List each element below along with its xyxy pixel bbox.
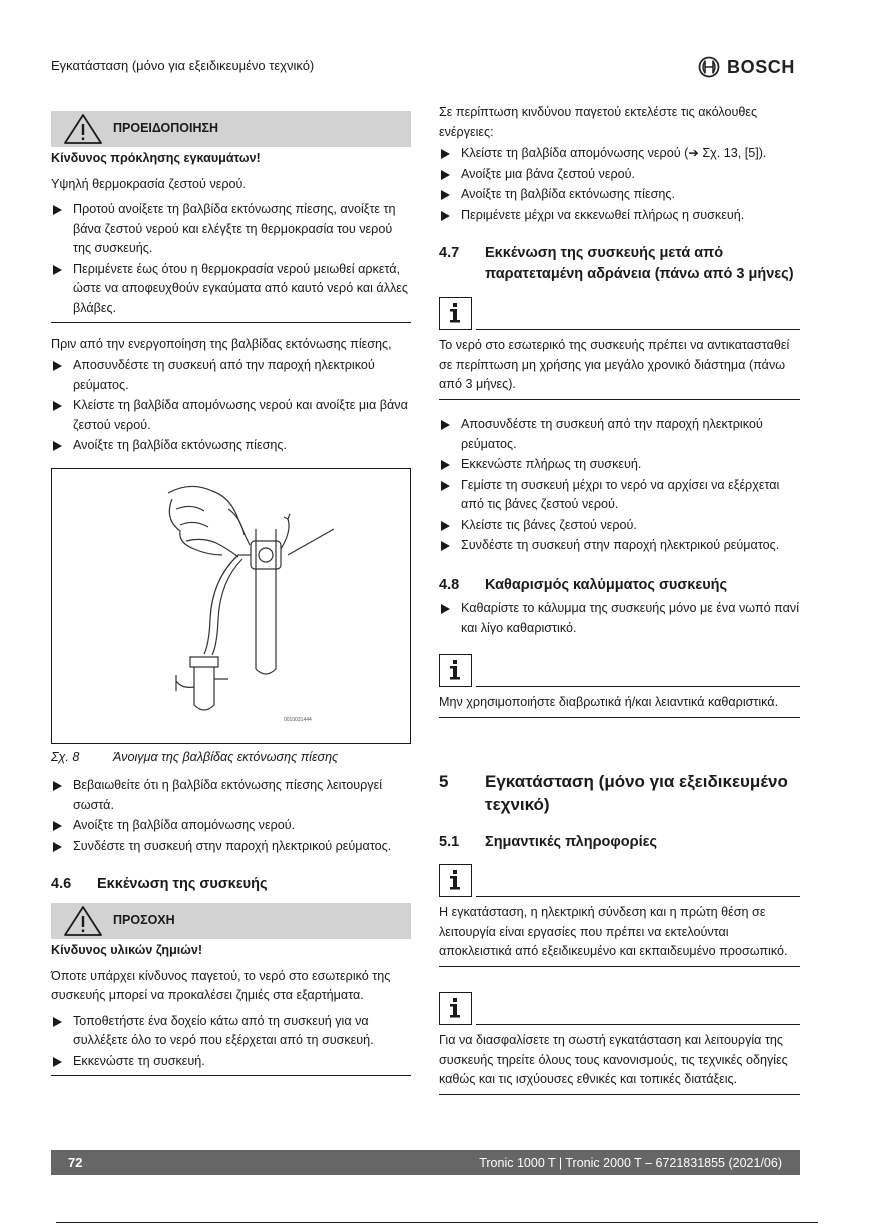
caution-body xyxy=(51,967,411,1077)
section-title: Εκκένωση της συσκευής μετά από παρατεταμένη αδράνεια (πάνω από 3 μήνες) xyxy=(485,245,794,282)
warning-triangle-icon xyxy=(63,113,103,145)
info-divider xyxy=(476,686,800,687)
list-item: Ανοίξτε μια βάνα ζεστού νερού. xyxy=(439,165,800,185)
list-item: Αποσυνδέστε τη συσκευή από την παροχή ηλεκτρικού ρεύματος. xyxy=(439,415,800,454)
figure-caption-text: Άνοιγμα της βαλβίδας εκτόνωσης πίεσης xyxy=(113,750,339,764)
info-note-1 xyxy=(439,297,800,400)
warning-text: Υψηλή θερμοκρασία ζεστού νερού. xyxy=(51,176,246,191)
list-item: Κλείστε τη βαλβίδα απομόνωσης νερού (➔ Σχ. 13, [5]). xyxy=(439,144,800,164)
info-divider xyxy=(476,896,800,897)
list-item: Βεβαιωθείτε ότι η βαλβίδα εκτόνωσης πίεσης λειτουργεί σωστά. xyxy=(51,776,411,815)
figure-pressure-relief-valve xyxy=(51,468,411,744)
bottom-divider xyxy=(56,1222,818,1223)
after-figure-bullets xyxy=(51,776,411,857)
section-4-8-heading xyxy=(439,575,800,596)
list-item: Προτού ανοίξετε τη βαλβίδα εκτόνωσης πίεσης, ανοίξτε τη βάνα ζεστού νερού και ελέγξτε τη θερμοκρασία του νερού της συσκευής. xyxy=(51,200,411,259)
bosch-armature-icon xyxy=(698,56,720,78)
section-number: 5.1 xyxy=(439,834,460,850)
caution-bullets xyxy=(51,1012,411,1072)
list-item: Αποσυνδέστε τη συσκευή από την παροχή ηλεκτρικού ρεύματος. xyxy=(51,356,411,395)
section-4-6-heading xyxy=(51,874,411,895)
info-header xyxy=(439,297,800,330)
frost-bullets xyxy=(439,144,800,226)
section-5-1-heading xyxy=(439,832,800,853)
section-number: 4.8 xyxy=(439,577,460,593)
brand-name: BOSCH xyxy=(727,56,796,77)
frost-intro: Σε περίπτωση κινδύνου παγετού εκτελέστε τις ακόλουθες ενέργειες: xyxy=(439,105,758,139)
chapter-title: Εγκατάσταση (μόνο για εξειδικευμένο τεχνικό) xyxy=(485,772,788,814)
list-item: Συνδέστε τη συσκευή στην παροχή ηλεκτρικού ρεύματος. xyxy=(51,837,411,857)
warning-bullets xyxy=(51,200,411,318)
list-item: Κλείστε τις βάνες ζεστού νερού. xyxy=(439,516,800,536)
list-item: Εκκενώστε πλήρως τη συσκευή. xyxy=(439,455,800,475)
section-number: 4.7 xyxy=(439,245,460,261)
info-text: Μην χρησιμοποιήστε διαβρωτικά ή/και λειαντικά καθαριστικά. xyxy=(439,687,800,718)
list-item: Ανοίξτε τη βαλβίδα εκτόνωσης πίεσης. xyxy=(51,436,411,456)
pressure-relief-valve-illustration xyxy=(52,469,410,743)
section-4-7-bullets xyxy=(439,415,800,557)
list-item: Ανοίξτε τη βαλβίδα εκτόνωσης πίεσης. xyxy=(439,185,800,205)
warning-subtitle: Κίνδυνος πρόκλησης εγκαυμάτων! xyxy=(51,151,261,165)
info-icon xyxy=(439,654,472,687)
info-note-2 xyxy=(439,654,800,718)
info-header xyxy=(439,992,800,1025)
section-title: Σημαντικές πληροφορίες xyxy=(485,834,658,850)
warning-header xyxy=(51,111,411,147)
pre-activation-bullets xyxy=(51,356,411,457)
list-item: Εκκενώστε τη συσκευή. xyxy=(51,1052,411,1072)
caution-subtitle: Κίνδυνος υλικών ζημιών! xyxy=(51,943,203,957)
chapter-5-heading xyxy=(439,770,800,816)
info-icon xyxy=(439,992,472,1025)
caution-material-damage xyxy=(51,903,411,1076)
caution-label: ΠΡΟΣΟΧΗ xyxy=(113,913,175,928)
info-note-4 xyxy=(439,992,800,1095)
figure-code: 0010031444 xyxy=(284,717,312,723)
info-note-3 xyxy=(439,864,800,967)
figure-number: Σχ. 8 xyxy=(51,750,80,764)
list-item: Γεμίστε τη συσκευή μέχρι το νερό να αρχίσει να εξέρχεται από τις βάνες ζεστού νερού. xyxy=(439,476,800,515)
list-item: Τοποθετήστε ένα δοχείο κάτω από τη συσκευή για να συλλέξετε όλο το νερό που εξέρχεται από τη συσκευή. xyxy=(51,1012,411,1051)
section-4-7-heading xyxy=(439,243,800,285)
list-item: Καθαρίστε το κάλυμμα της συσκευής μόνο με ένα νωπό πανί και λίγο καθαριστικό. xyxy=(439,599,800,638)
document-reference: Tronic 1000 T | Tronic 2000 T – 6721831855 (2021/06) xyxy=(479,1155,782,1170)
info-text: Για να διασφαλίσετε τη σωστή εγκατάσταση και λειτουργία της συσκευής τηρείτε όλους τους κανονισμούς, τις τεχνικές οδηγίες καθώς και τις ισχύουσες εθνικές και τοπικές διατάξεις. xyxy=(439,1025,800,1095)
info-text: Η εγκατάσταση, η ηλεκτρική σύνδεση και η πρώτη θέση σε λειτουργία είναι εργασίες που πρέπει να εκτελούνται αποκλειστικά από εξειδικευμένο και εκπαιδευμένο προσωπικό. xyxy=(439,897,800,967)
page-number: 72 xyxy=(68,1155,83,1170)
section-4-8-bullets xyxy=(439,599,800,639)
caution-header xyxy=(51,903,411,939)
warning-triangle-icon xyxy=(63,905,103,937)
brand-logo xyxy=(698,56,795,78)
section-title: Καθαρισμός καλύμματος συσκευής xyxy=(485,577,728,593)
figure-caption xyxy=(51,748,411,768)
section-number: 4.6 xyxy=(51,876,72,892)
section-title: Εκκένωση της συσκευής xyxy=(97,876,268,892)
chapter-number: 5 xyxy=(439,772,449,791)
info-text: Το νερό στο εσωτερικό της συσκευής πρέπει να αντικατασταθεί σε περίπτωση μη χρήσης για μεγάλο χρονικό διάστημα (πάνω από 3 μήνες). xyxy=(439,330,800,400)
info-divider xyxy=(476,1024,800,1025)
warning-burn xyxy=(51,111,411,323)
caution-text: Όποτε υπάρχει κίνδυνος παγετού, το νερό στο εσωτερικό της συσκευής μπορεί να προκαλέσει ζημιές στα εξαρτήματα. xyxy=(51,968,391,1002)
info-divider xyxy=(476,329,800,330)
page-header-title: Εγκατάσταση (μόνο για εξειδικευμένο τεχνικό) xyxy=(51,58,315,73)
list-item: Περιμένετε έως ότου η θερμοκρασία νερού μειωθεί αρκετά, ώστε να αποφευχθούν εγκαύματα από καυτό νερό και άλλες βλάβες. xyxy=(51,260,411,319)
info-icon xyxy=(439,864,472,897)
footer-bar xyxy=(51,1150,800,1175)
warning-body xyxy=(51,175,411,324)
pre-activation-text: Πριν από την ενεργοποίηση της βαλβίδας εκτόνωσης πίεσης, xyxy=(51,337,392,351)
warning-label: ΠΡΟΕΙΔΟΠΟΙΗΣΗ xyxy=(113,121,219,136)
info-header xyxy=(439,864,800,897)
info-header xyxy=(439,654,800,687)
list-item: Συνδέστε τη συσκευή στην παροχή ηλεκτρικού ρεύματος. xyxy=(439,536,800,556)
list-item: Περιμένετε μέχρι να εκκενωθεί πλήρως η συσκευή. xyxy=(439,206,800,226)
list-item: Ανοίξτε τη βαλβίδα απομόνωσης νερού. xyxy=(51,816,411,836)
info-icon xyxy=(439,297,472,330)
list-item: Κλείστε τη βαλβίδα απομόνωσης νερού και ανοίξτε μια βάνα ζεστού νερού. xyxy=(51,396,411,435)
